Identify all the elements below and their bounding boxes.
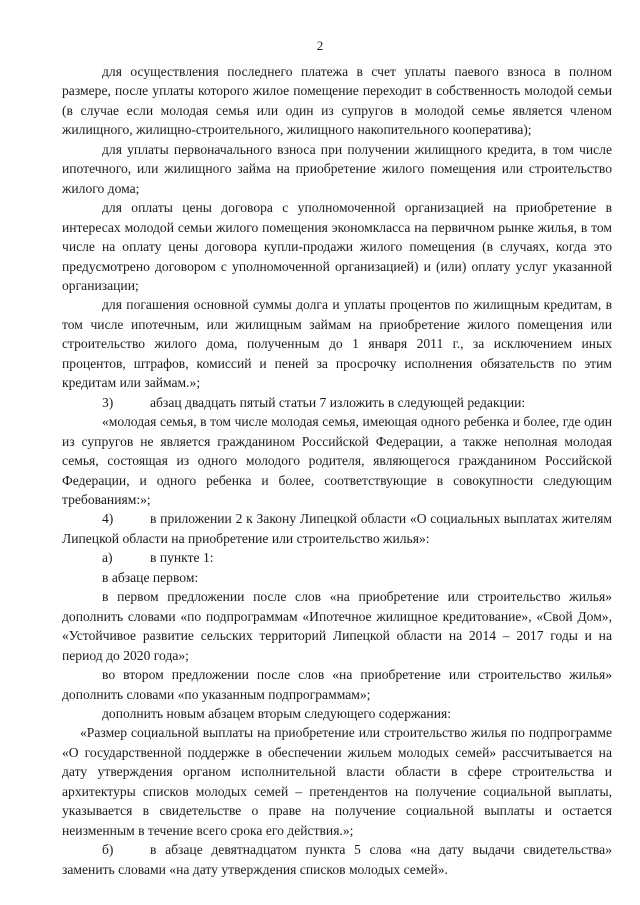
list-label: а) xyxy=(102,550,113,566)
paragraph: дополнить новым абзацем вторым следующего содержания: xyxy=(102,705,451,721)
paragraph: во втором предложении после слов «на приобретение или строительство жилья» дополнить словами «по указанным подпрограммам»; xyxy=(62,667,612,702)
quoted-paragraph: «молодая семья, в том числе молодая семья, имеющая одного ребенка и более, где один из супругов не является гражданином Российской Федерации, а также неполная молодая семья, состоящая из одного молодого родителя, являющегося гражданином Российской Федерации, и одного ребенка и более, соответствующие в совокупности следующим требованиям:»; xyxy=(62,414,612,507)
document-body xyxy=(62,62,612,879)
paragraph: в абзаце первом: xyxy=(102,569,199,585)
paragraph: в первом предложении после слов «на приобретение или строительство жилья» дополнить словами «по подпрограммам «Ипотечное жилищное кредитование», «Свой Дом», «Устойчивое развитие сельских территорий Липецкой области на 2014 – 2017 годы и на период до 2020 года»; xyxy=(62,589,612,663)
paragraph: для оплаты цены договора с уполномоченной организацией на приобретение в интересах молодой семьи жилого помещения экономкласса на первичном рынке жилья, в том числе на оплату цены договора купли-продажи жилого помещения (в случаях, когда это предусмотрено договором с уполномоченной организацией) и (или) оплату услуг указанной организации; xyxy=(62,200,612,293)
quoted-paragraph: «Размер социальной выплаты на приобретение или строительство жилья по подпрограмме «О государственной поддержке в обеспечении жильем молодых семей» рассчитывается на дату утверждения органом исполнительной власти области в сфере строительства и архитектуры списков молодых семей – претендентов на получение социальной выплаты, указывается в свидетельстве о праве на получение социальной выплаты и остается неизменным в течение всего срока его действия.»; xyxy=(62,725,612,838)
list-label: б) xyxy=(102,842,114,858)
list-text: в пункте 1: xyxy=(150,550,214,566)
list-text: абзац двадцать пятый статьи 7 изложить в следующей редакции: xyxy=(150,394,526,410)
list-text: в приложении 2 к Закону Липецкой области «О социальных выплатах жителям Липецкой области на приобретение или строительство жилья»: xyxy=(62,511,612,546)
list-label: 4) xyxy=(102,511,114,527)
list-item-3 xyxy=(62,393,612,412)
list-item-4 xyxy=(62,509,612,548)
list-item-a xyxy=(62,548,612,567)
paragraph: для погашения основной суммы долга и уплаты процентов по жилищным кредитам, в том числе ипотечным, или жилищным займам на приобретение жилого помещения или строительство жилого дома, полученным до 1 января 2011 г., за исключением иных процентов, штрафов, комиссий и пеней за просрочку исполнения обязательств по этим кредитам или займам.»; xyxy=(62,297,612,391)
list-text: в абзаце девятнадцатом пункта 5 слова «на дату выдачи свидетельства» заменить словами «на дату утверждения списков молодых семей». xyxy=(62,842,612,877)
list-item-b xyxy=(62,840,612,879)
paragraph: для осуществления последнего платежа в счет уплаты паевого взноса в полном размере, после уплаты которого жилое помещение переходит в собственность молодой семьи (в случае если молодая семья или один из супругов в молодой семье является членом жилищного, жилищно-строительного, жилищного накопительного кооператива); xyxy=(62,64,612,138)
list-label: 3) xyxy=(102,394,114,410)
paragraph: для уплаты первоначального взноса при получении жилищного кредита, в том числе ипотечного, или жилищного займа на приобретение жилого помещения или строительство жилого дома; xyxy=(62,141,612,196)
page-number: 2 xyxy=(316,38,324,53)
